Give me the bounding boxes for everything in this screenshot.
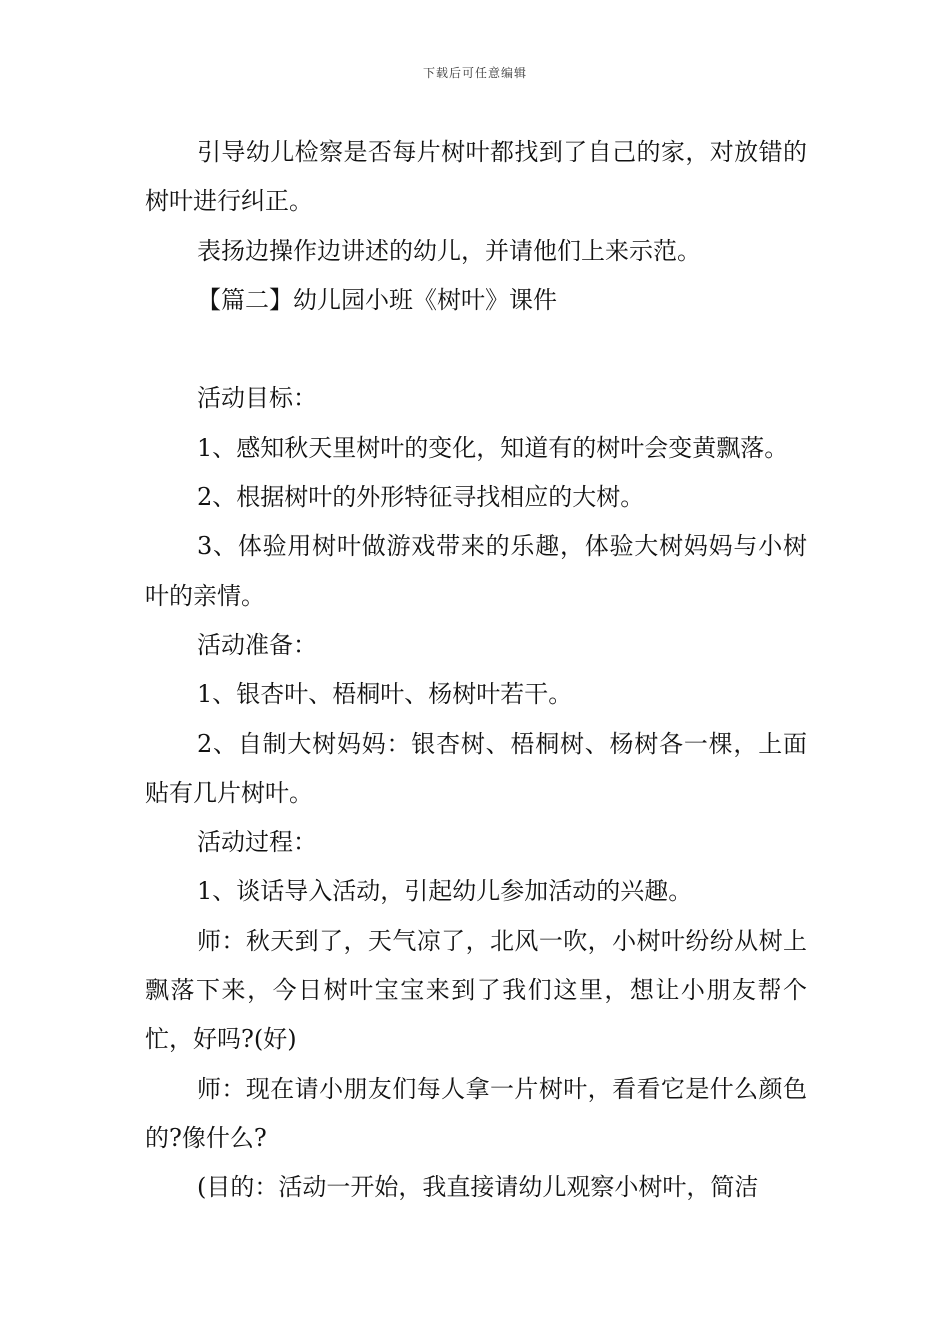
paragraph: 表扬边操作边讲述的幼儿，并请他们上来示范。	[197, 236, 701, 265]
document-body	[145, 128, 807, 1213]
section-title: 【篇二】幼儿园小班《树叶》课件	[197, 285, 557, 314]
list-item: 1、银杏叶、梧桐叶、杨树叶若干。	[197, 680, 573, 709]
heading-activity-preparation: 活动准备：	[197, 630, 317, 659]
paragraph: 师：现在请小朋友们每人拿一片树叶，看看它是什么颜色的?像什么?	[145, 1074, 807, 1152]
paragraph: (目的：活动一开始，我直接请幼儿观察小树叶，简洁	[197, 1173, 759, 1202]
list-item: 2、自制大树妈妈：银杏树、梧桐树、杨树各一棵，上面贴有几片树叶。	[145, 729, 807, 807]
page-header: 下载后可任意编辑	[422, 66, 527, 80]
list-item: 1、谈话导入活动，引起幼儿参加活动的兴趣。	[197, 877, 693, 906]
paragraph: 引导幼儿检察是否每片树叶都找到了自己的家，对放错的树叶进行纠正。	[145, 138, 807, 216]
paragraph: 师：秋天到了，天气凉了，北风一吹，小树叶纷纷从树上飘落下来，今日树叶宝宝来到了我们这里，想让小朋友帮个忙，好吗?(好)	[145, 926, 807, 1054]
list-item: 1、感知秋天里树叶的变化，知道有的树叶会变黄飘落。	[197, 433, 789, 462]
blank-line	[145, 325, 807, 374]
list-item: 3、体验用树叶做游戏带来的乐趣，体验大树妈妈与小树叶的亲情。	[145, 532, 807, 610]
heading-activity-process: 活动过程：	[197, 828, 317, 857]
list-item: 2、根据树叶的外形特征寻找相应的大树。	[197, 483, 645, 512]
heading-activity-goals: 活动目标：	[197, 384, 317, 413]
